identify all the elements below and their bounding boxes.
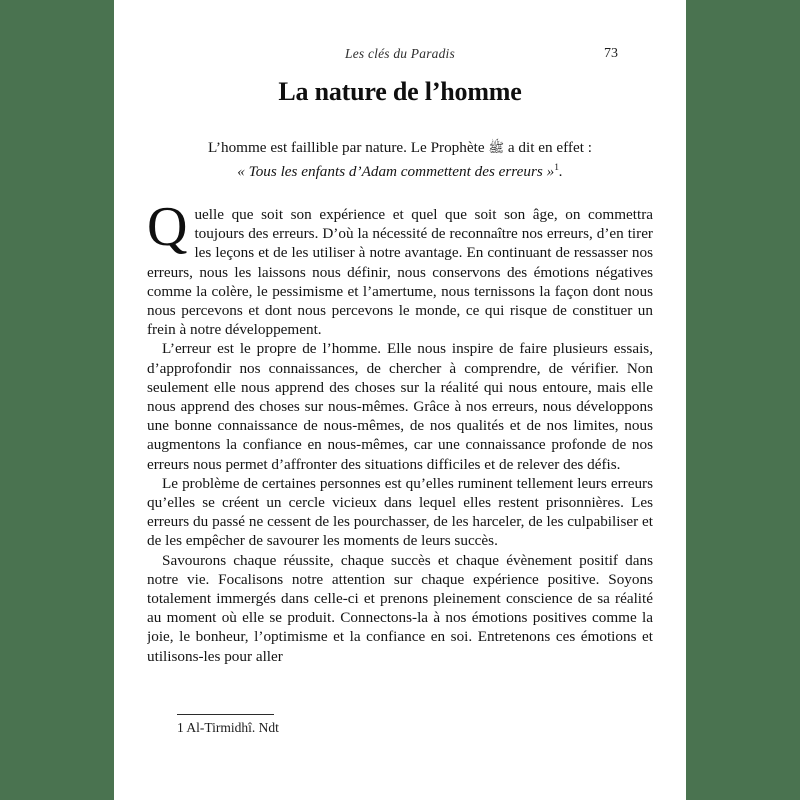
footnote-reference: 1 [554, 163, 559, 173]
footnote-text: 1 Al-Tirmidhî. Ndt [177, 720, 279, 735]
running-title: Les clés du Paradis [345, 46, 455, 61]
footnote [177, 714, 617, 736]
paragraph-2: L’erreur est le propre de l’homme. Elle nous inspire de faire plusieurs essais, d’approfondir nos connaissances, de chercher à comprendre, de vérifier. Non seulement elle nous apprend des choses sur la réalité qui nous entoure, mais elle nous apprend des choses sur nous-mêmes. Grâce à nos erreurs, nous développons une bonne connaissance de nous-mêmes, de nos qualités et de nos limites, nous augmentons la confiance en nous-mêmes, car une connaissance profonde de nos erreurs nous permet d’affronter des situations difficiles et de relever des défis. [147, 340, 653, 473]
page-number: 73 [604, 46, 618, 61]
prophet-symbol: ﷺ [488, 140, 505, 155]
drop-cap: Q [147, 205, 188, 258]
body-text [147, 205, 653, 666]
epigraph-line-1 [147, 138, 653, 158]
paragraph-1 [147, 205, 653, 339]
paragraph-3: Le problème de certaines personnes est qu’elles ruminent tellement leurs erreurs qu’elles se créent un cercle vicieux dans lequel elles restent prisonnières. Les erreurs du passé ne cessent de les pourchasser, de les harceler, de les culpabiliser et de les empêcher de savourer les moments de leurs succès. [147, 474, 653, 550]
paragraph-4: Savourons chaque réussite, chaque succès et chaque évènement positif dans notre vie. Focalisons notre attention sur chaque expérience positive. Soyons totalement immergés dans celle-ci et prenons pleinement conscience de sa réalité au moment où elle se produit. Connectons-la à nos émotions positives comme la joie, le bonheur, l’optimisme et la confiance en soi. Entretenons ces émotions et utilisons-les pour aller [147, 551, 653, 665]
book-page [114, 0, 686, 800]
paragraph-1-text: uelle que soit son expérience et quel que soit son âge, on commettra toujours des erreurs. D’où la nécessité de reconnaître nos erreurs, d’en tirer les leçons et de les utiliser à notre avantage. En continuant de ressasser nos erreurs, nous les laissons nous définir, nous conservons des émotions négatives comme la colère, le pessimisme et l’amertume, nous ternissons la façon dont nous nous percevons et dont nous percevons le monde, ce qui risque de constituer un frein à notre développement. [147, 206, 653, 339]
page-header [147, 45, 653, 63]
chapter-title: La nature de l’homme [278, 77, 522, 106]
hadith-quote: « Tous les enfants d’Adam commettent des erreurs » [237, 163, 555, 180]
epigraph-line-2 [147, 158, 653, 182]
epigraph-line-2-end: . [558, 163, 563, 180]
epigraph-line-1-text: L’homme est faillible par nature. Le Prophète [208, 139, 489, 156]
epigraph [147, 138, 653, 182]
footnote-separator [177, 714, 274, 715]
epigraph-line-1-end: a dit en effet : [504, 139, 592, 156]
